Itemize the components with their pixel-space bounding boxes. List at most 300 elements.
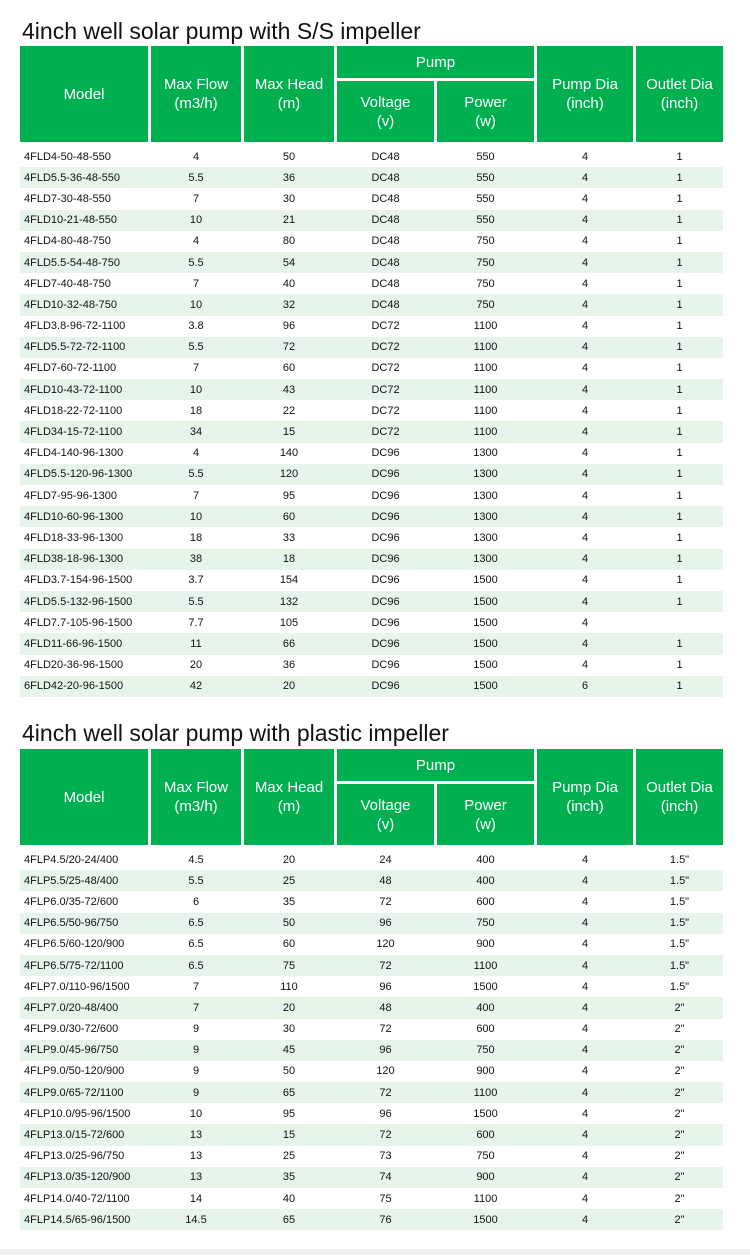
cell-outlet-dia: 1: [676, 362, 683, 375]
table-row: [20, 400, 723, 421]
cell-pump-dia: 4: [581, 235, 589, 248]
cell-outlet-dia: 1: [676, 468, 683, 481]
cell-voltage: DC72: [371, 404, 400, 417]
cell-voltage: 48: [379, 874, 392, 887]
cell-max-head: 132: [279, 595, 299, 608]
header-max-flow: Max Flow (m3/h): [151, 749, 241, 845]
cell-power: 1300: [473, 510, 498, 523]
cell-pump-dia: 4: [581, 214, 589, 227]
cell-pump-dia: 4: [581, 574, 589, 587]
cell-model: 4FLD7-40-48-750: [24, 277, 111, 290]
cell-power: 600: [476, 895, 495, 908]
cell-pump-dia: 4: [581, 426, 589, 439]
cell-outlet-dia: 1: [676, 383, 683, 396]
table-header: [20, 749, 723, 845]
cell-max-flow: 5.5: [188, 256, 204, 269]
cell-power: 400: [476, 853, 495, 866]
cell-pump-dia: 4: [581, 192, 589, 205]
cell-max-head: 80: [282, 235, 296, 248]
cell-pump-dia: 4: [581, 853, 589, 866]
cell-max-head: 72: [282, 341, 296, 354]
cell-voltage: DC72: [371, 426, 400, 439]
cell-max-head: 35: [282, 1171, 296, 1184]
cell-outlet-dia: 1.5": [669, 895, 690, 908]
cell-model: 4FLD7.7-105-96-1500: [24, 616, 133, 629]
cell-max-flow: 13: [189, 1150, 203, 1163]
table-row: [20, 210, 723, 231]
cell-pump-dia: 4: [581, 277, 589, 290]
table-row: [20, 188, 723, 209]
cell-max-head: 30: [282, 1023, 296, 1036]
cell-max-flow: 7: [192, 489, 200, 502]
table-row: [20, 612, 723, 633]
header-power: Power (w): [437, 81, 534, 142]
cell-power: 1100: [473, 1086, 498, 1099]
cell-voltage: DC48: [371, 256, 400, 269]
header-model: Model: [20, 46, 148, 142]
cell-power: 750: [476, 277, 495, 290]
cell-model: 4FLP6.0/35-72/600: [24, 895, 119, 908]
cell-pump-dia: 4: [581, 637, 589, 650]
cell-voltage: DC72: [371, 320, 400, 333]
cell-model: 4FLP13.0/15-72/600: [24, 1129, 125, 1142]
cell-max-flow: 6.5: [188, 917, 204, 930]
cell-outlet-dia: 2": [674, 1129, 685, 1142]
cell-outlet-dia: 1: [676, 531, 683, 544]
cell-model: 6FLD42-20-96-1500: [24, 680, 124, 693]
cell-power: 1100: [473, 959, 498, 972]
cell-outlet-dia: 1.5": [669, 938, 690, 951]
cell-outlet-dia: 1: [676, 341, 683, 354]
cell-outlet-dia: 1: [676, 277, 683, 290]
cell-max-flow: 9: [192, 1086, 200, 1099]
table-row: [20, 506, 723, 527]
cell-max-flow: 10: [189, 298, 203, 311]
cell-model: 4FLD10-43-72-1100: [24, 383, 123, 396]
cell-model: 4FLD7-60-72-1100: [24, 362, 117, 375]
cell-power: 750: [476, 235, 495, 248]
cell-max-head: 15: [282, 1129, 296, 1142]
cell-power: 900: [476, 1171, 495, 1184]
cell-max-head: 36: [282, 171, 296, 184]
cell-pump-dia: 4: [581, 531, 589, 544]
header-pump-dia: Pump Dia (inch): [537, 46, 633, 142]
cell-pump-dia: 4: [581, 171, 589, 184]
cell-model: 4FLP6.5/75-72/1100: [24, 959, 124, 972]
cell-model: 4FLP13.0/35-120/900: [24, 1171, 131, 1184]
table-row: [20, 379, 723, 400]
cell-pump-dia: 4: [581, 1086, 589, 1099]
cell-model: 4FLP10.0/95-96/1500: [24, 1107, 131, 1120]
cell-voltage: 73: [379, 1150, 392, 1163]
header-model: Model: [20, 749, 148, 845]
cell-max-flow: 7: [192, 192, 200, 205]
cell-max-flow: 5.5: [188, 341, 204, 354]
cell-voltage: 120: [376, 938, 395, 951]
cell-max-head: 105: [279, 616, 299, 629]
cell-power: 900: [476, 938, 495, 951]
table-row: [20, 337, 723, 358]
cell-voltage: DC48: [371, 214, 400, 227]
table-row: [20, 870, 723, 891]
cell-power: 1100: [473, 341, 498, 354]
cell-pump-dia: 4: [581, 959, 589, 972]
cell-max-flow: 9: [192, 1044, 200, 1057]
table-row: [20, 485, 723, 506]
cell-outlet-dia: 1.5": [669, 853, 690, 866]
cell-model: 4FLP6.5/50-96/750: [24, 917, 119, 930]
cell-model: 4FLP9.0/50-120/900: [24, 1065, 125, 1078]
cell-power: 1300: [473, 553, 498, 566]
cell-outlet-dia: 1.5": [669, 959, 690, 972]
cell-power: 400: [476, 1001, 495, 1014]
cell-max-head: 20: [282, 1001, 296, 1014]
cell-pump-dia: 4: [581, 659, 589, 672]
cell-power: 1100: [473, 383, 498, 396]
cell-max-head: 120: [279, 468, 299, 481]
cell-pump-dia: 4: [581, 510, 589, 523]
cell-max-flow: 18: [189, 531, 203, 544]
header-max-head: Max Head (m): [244, 46, 334, 142]
table-row: [20, 976, 723, 997]
cell-max-head: 65: [282, 1086, 296, 1099]
cell-max-head: 45: [282, 1044, 296, 1057]
cell-max-flow: 10: [189, 510, 203, 523]
cell-max-head: 30: [282, 192, 296, 205]
cell-power: 1500: [473, 659, 498, 672]
cell-outlet-dia: 1: [676, 214, 683, 227]
cell-power: 1300: [473, 447, 498, 460]
cell-max-flow: 18: [189, 404, 203, 417]
cell-power: 900: [476, 1065, 495, 1078]
cell-outlet-dia: 1: [676, 235, 683, 248]
cell-pump-dia: 4: [581, 150, 589, 163]
cell-outlet-dia: 1: [676, 426, 683, 439]
header-max-head: Max Head (m): [244, 749, 334, 845]
table-row: [20, 997, 723, 1018]
cell-outlet-dia: 1.5": [669, 917, 690, 930]
cell-model: 4FLD20-36-96-1500: [24, 659, 124, 672]
table-row: [20, 1209, 723, 1230]
cell-model: 4FLD18-33-96-1300: [24, 531, 124, 544]
cell-max-flow: 10: [189, 214, 203, 227]
cell-pump-dia: 4: [581, 1065, 589, 1078]
table-row: [20, 294, 723, 315]
cell-model: 4FLD11-66-96-1500: [24, 637, 123, 650]
section-title: 4inch well solar pump with S/S impeller: [22, 18, 421, 44]
cell-power: 600: [476, 1129, 495, 1142]
cell-voltage: DC48: [371, 192, 400, 205]
cell-pump-dia: 4: [581, 938, 589, 951]
table-row: [20, 549, 723, 570]
cell-outlet-dia: 1.5": [669, 980, 690, 993]
cell-outlet-dia: 2": [674, 1107, 685, 1120]
cell-model: 4FLD5.5-120-96-1300: [24, 468, 133, 481]
cell-voltage: 96: [379, 1044, 392, 1057]
cell-model: 4FLP7.0/110-96/1500: [24, 980, 130, 993]
cell-outlet-dia: 2": [674, 1023, 685, 1036]
cell-pump-dia: 4: [581, 874, 589, 887]
cell-model: 4FLD5.5-72-72-1100: [24, 341, 126, 354]
table-row: [20, 1061, 723, 1082]
cell-outlet-dia: 1: [676, 192, 683, 205]
cell-max-flow: 4: [192, 150, 200, 163]
cell-outlet-dia: 1: [676, 256, 683, 269]
cell-max-flow: 9: [192, 1023, 200, 1036]
table-row: [20, 273, 723, 294]
cell-model: 4FLD3.8-96-72-1100: [24, 320, 126, 333]
cell-power: 1100: [473, 320, 498, 333]
cell-outlet-dia: 2": [674, 1192, 685, 1205]
table-row: [20, 955, 723, 976]
cell-outlet-dia: 1: [676, 510, 683, 523]
cell-max-flow: 10: [189, 383, 203, 396]
cell-max-head: 75: [282, 959, 296, 972]
cell-voltage: DC96: [371, 447, 400, 460]
cell-power: 1100: [473, 362, 498, 375]
cell-pump-dia: 4: [581, 447, 589, 460]
cell-max-head: 95: [282, 1107, 296, 1120]
cell-voltage: 75: [379, 1192, 392, 1205]
cell-max-head: 15: [282, 426, 296, 439]
table-row: [20, 167, 723, 188]
cell-power: 1500: [473, 980, 498, 993]
table-row: [20, 570, 723, 591]
cell-power: 1500: [473, 1107, 498, 1120]
cell-voltage: DC96: [371, 680, 400, 693]
cell-power: 1500: [473, 616, 498, 629]
cell-max-head: 50: [282, 1065, 296, 1078]
header-outlet-dia: Outlet Dia (inch): [636, 749, 723, 845]
cell-outlet-dia: 1: [676, 659, 683, 672]
cell-outlet-dia: 1: [676, 171, 683, 184]
cell-max-head: 40: [282, 1192, 296, 1205]
cell-voltage: DC96: [371, 659, 400, 672]
table-row: [20, 527, 723, 548]
cell-max-head: 110: [280, 980, 298, 993]
cell-outlet-dia: 2": [674, 1001, 685, 1014]
cell-pump-dia: 4: [581, 895, 589, 908]
cell-power: 400: [476, 874, 495, 887]
cell-voltage: DC96: [371, 616, 400, 629]
cell-pump-dia: 4: [581, 362, 589, 375]
cell-voltage: 72: [379, 1023, 392, 1036]
cell-power: 750: [476, 1044, 495, 1057]
cell-power: 1100: [473, 426, 498, 439]
table-row: [20, 1188, 723, 1209]
cell-max-flow: 5.5: [188, 468, 204, 481]
cell-pump-dia: 4: [581, 489, 589, 502]
cell-voltage: DC48: [371, 277, 400, 290]
cell-voltage: DC48: [371, 171, 400, 184]
cell-max-head: 32: [282, 298, 296, 311]
cell-model: 4FLP7.0/20-48/400: [24, 1001, 119, 1014]
cell-pump-dia: 4: [581, 1044, 589, 1057]
cell-max-head: 18: [282, 553, 296, 566]
cell-power: 1300: [473, 468, 498, 481]
table-row: [20, 358, 723, 379]
table-row: [20, 1082, 723, 1103]
cell-power: 1500: [473, 595, 498, 608]
cell-outlet-dia: 2": [674, 1150, 685, 1163]
cell-voltage: 74: [379, 1171, 392, 1184]
cell-model: 4FLP14.0/40-72/1100: [24, 1192, 130, 1205]
cell-pump-dia: 4: [581, 1001, 589, 1014]
cell-outlet-dia: 1: [676, 553, 683, 566]
cell-max-head: 95: [282, 489, 296, 502]
table-body: [20, 849, 723, 1230]
cell-outlet-dia: 1: [676, 150, 683, 163]
cell-pump-dia: 4: [581, 917, 589, 930]
table-row: [20, 231, 723, 252]
cell-max-head: 20: [282, 853, 296, 866]
cell-voltage: 48: [379, 1001, 392, 1014]
cell-outlet-dia: 1: [676, 680, 683, 693]
cell-pump-dia: 4: [581, 553, 589, 566]
cell-max-flow: 9: [192, 1065, 200, 1078]
header-outlet-dia: Outlet Dia (inch): [636, 46, 723, 142]
cell-max-head: 22: [282, 404, 296, 417]
cell-model: 4FLD4-140-96-1300: [24, 447, 124, 460]
cell-pump-dia: 4: [581, 298, 589, 311]
cell-power: 550: [476, 192, 495, 205]
cell-voltage: DC96: [371, 595, 400, 608]
cell-max-head: 66: [282, 637, 296, 650]
table-row: [20, 1040, 723, 1061]
cell-voltage: DC72: [371, 362, 400, 375]
cell-outlet-dia: 1.5": [669, 874, 690, 887]
cell-outlet-dia: 2": [674, 1213, 685, 1226]
cell-max-head: 50: [282, 917, 296, 930]
table-row: [20, 146, 723, 167]
cell-pump-dia: 4: [581, 383, 589, 396]
cell-power: 1500: [473, 1213, 498, 1226]
cell-voltage: DC48: [371, 235, 400, 248]
cell-voltage: 120: [376, 1065, 395, 1078]
cell-pump-dia: 4: [581, 341, 589, 354]
cell-model: 4FLD38-18-96-1300: [24, 553, 124, 566]
cell-max-flow: 4: [192, 447, 200, 460]
cell-model: 4FLP9.0/65-72/1100: [24, 1086, 124, 1099]
cell-pump-dia: 4: [581, 1213, 589, 1226]
cell-max-head: 96: [282, 320, 296, 333]
cell-power: 600: [476, 1023, 495, 1036]
cell-max-flow: 4.5: [188, 853, 204, 866]
cell-voltage: 96: [379, 980, 392, 993]
cell-power: 550: [476, 171, 495, 184]
cell-voltage: 72: [379, 1086, 392, 1099]
cell-model: 4FLP6.5/60-120/900: [24, 938, 125, 951]
cell-max-flow: 7: [192, 1001, 200, 1014]
cell-outlet-dia: 2": [674, 1065, 685, 1078]
cell-max-head: 21: [282, 214, 296, 227]
cell-model: 4FLD7-95-96-1300: [24, 489, 117, 502]
table-row: [20, 443, 723, 464]
cell-max-flow: 6.5: [188, 938, 204, 951]
cell-power: 750: [476, 917, 495, 930]
bottom-divider: [0, 1249, 750, 1255]
cell-max-head: 54: [282, 256, 296, 269]
table-row: [20, 676, 723, 697]
cell-model: 4FLP13.0/25-96/750: [24, 1150, 125, 1163]
header-pump: Pump: [337, 46, 534, 78]
cell-max-flow: 11: [190, 637, 202, 650]
cell-model: 4FLD5.5-36-48-550: [24, 171, 121, 184]
cell-power: 1500: [473, 680, 498, 693]
cell-pump-dia: 4: [581, 404, 589, 417]
cell-voltage: 72: [379, 959, 392, 972]
cell-max-head: 25: [282, 874, 296, 887]
cell-voltage: 24: [379, 853, 392, 866]
cell-voltage: DC96: [371, 468, 400, 481]
cell-outlet-dia: 1: [676, 489, 683, 502]
cell-model: 4FLD10-32-48-750: [24, 298, 117, 311]
header-voltage: Voltage (v): [337, 784, 434, 845]
cell-max-head: 33: [282, 531, 296, 544]
cell-model: 4FLD5.5-132-96-1500: [24, 595, 133, 608]
cell-power: 1100: [473, 404, 498, 417]
cell-outlet-dia: 2": [674, 1171, 685, 1184]
cell-max-head: 60: [282, 362, 296, 375]
cell-max-head: 65: [282, 1213, 296, 1226]
cell-max-flow: 20: [189, 659, 203, 672]
cell-max-flow: 34: [189, 426, 203, 439]
cell-max-flow: 6.5: [188, 959, 204, 972]
cell-outlet-dia: [636, 612, 723, 633]
cell-max-flow: 5.5: [188, 595, 204, 608]
cell-max-flow: 13: [189, 1129, 203, 1142]
cell-model: 4FLD5.5-54-48-750: [24, 256, 121, 269]
cell-pump-dia: 4: [581, 595, 589, 608]
cell-model: 4FLD4-80-48-750: [24, 235, 111, 248]
cell-max-head: 20: [282, 680, 296, 693]
header-pump: Pump: [337, 749, 534, 781]
table-row: [20, 464, 723, 485]
cell-voltage: 72: [379, 1129, 392, 1142]
cell-model: 4FLD34-15-72-1100: [24, 426, 123, 439]
cell-max-flow: 6: [192, 895, 200, 908]
section-title: 4inch well solar pump with plastic impeller: [22, 720, 449, 746]
table-row: [20, 252, 723, 273]
table-row: [20, 316, 723, 337]
cell-pump-dia: 4: [581, 468, 589, 481]
cell-power: 750: [476, 298, 495, 311]
cell-model: 4FLP14.5/65-96/1500: [24, 1213, 131, 1226]
cell-model: 4FLD7-30-48-550: [24, 192, 111, 205]
cell-outlet-dia: 2": [674, 1086, 685, 1099]
cell-outlet-dia: 1: [676, 574, 683, 587]
table-row: [20, 655, 723, 676]
cell-max-head: 140: [279, 447, 299, 460]
cell-model: 4FLP9.0/30-72/600: [24, 1023, 119, 1036]
cell-max-flow: 3.8: [188, 320, 204, 333]
cell-voltage: DC48: [371, 298, 400, 311]
cell-pump-dia: 4: [581, 1023, 589, 1036]
cell-pump-dia: 4: [581, 616, 589, 629]
cell-model: 4FLD10-60-96-1300: [24, 510, 124, 523]
cell-max-head: 43: [282, 383, 296, 396]
cell-outlet-dia: 1: [676, 637, 683, 650]
cell-max-head: 35: [282, 895, 296, 908]
table-row: [20, 1167, 723, 1188]
cell-pump-dia: 4: [581, 1192, 589, 1205]
header-power: Power (w): [437, 784, 534, 845]
table-row: [20, 591, 723, 612]
cell-max-flow: 7: [192, 277, 200, 290]
table-row: [20, 1124, 723, 1145]
cell-outlet-dia: 1: [676, 447, 683, 460]
cell-max-head: 50: [282, 150, 296, 163]
